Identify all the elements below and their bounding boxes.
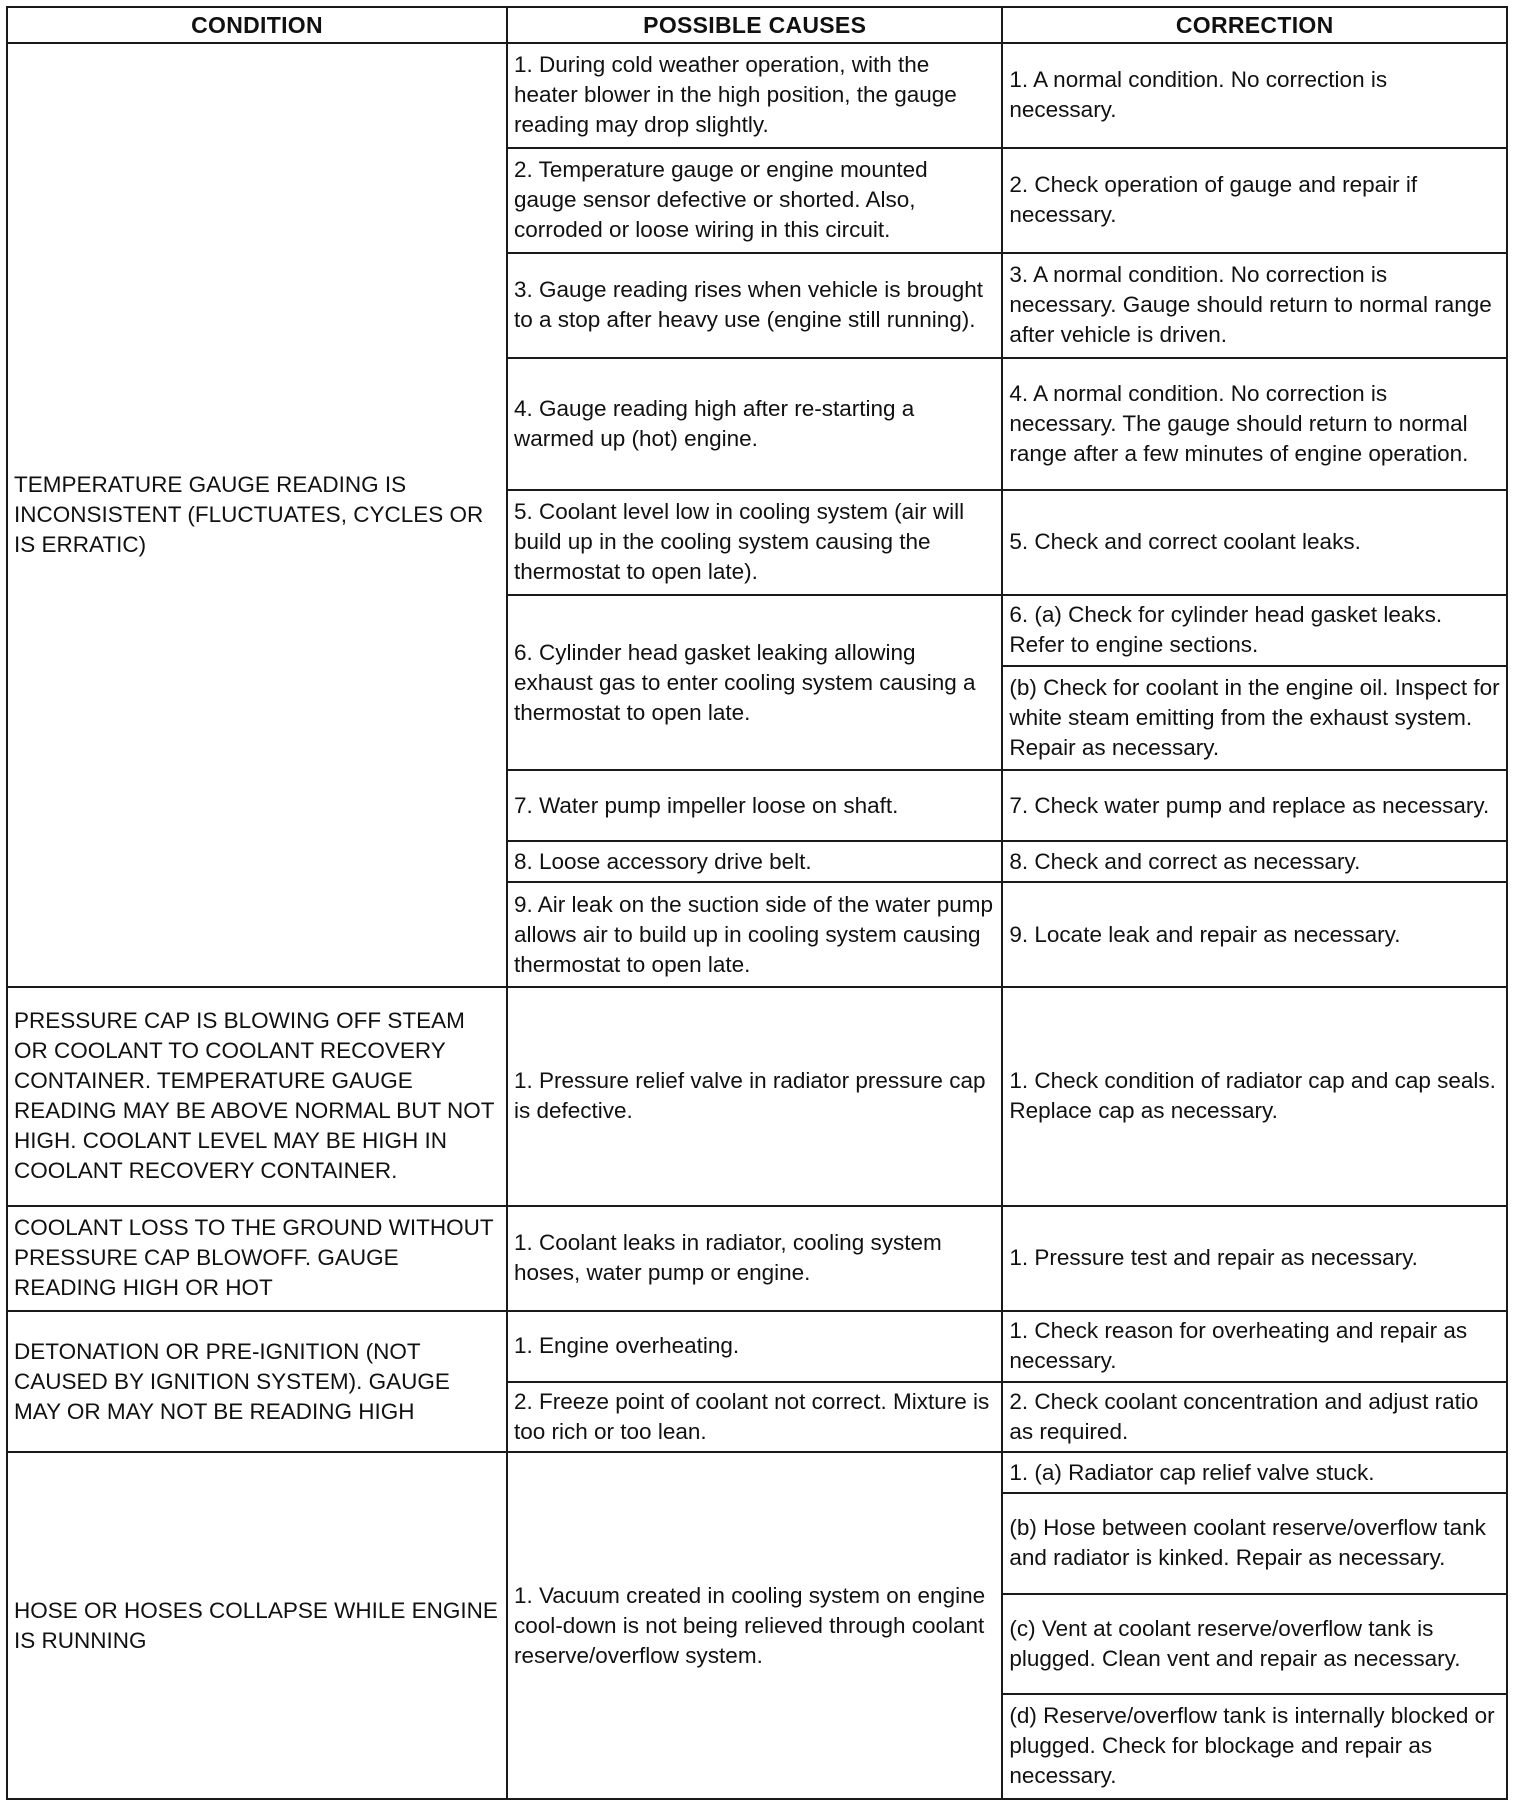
correction-cell: 1. A normal condition. No correction is necessary. (1002, 43, 1507, 148)
cause-cell: 1. Pressure relief valve in radiator pressure cap is defective. (507, 987, 1002, 1206)
header-causes: POSSIBLE CAUSES (507, 7, 1002, 43)
correction-cell: 2. Check coolant concentration and adjust ratio as required. (1002, 1382, 1507, 1453)
cause-cell: 3. Gauge reading rises when vehicle is brought to a stop after heavy use (engine still running). (507, 253, 1002, 358)
cause-cell: 7. Water pump impeller loose on shaft. (507, 770, 1002, 841)
cause-cell: 1. Coolant leaks in radiator, cooling system hoses, water pump or engine. (507, 1206, 1002, 1311)
condition-cell: HOSE OR HOSES COLLAPSE WHILE ENGINE IS RUNNING (7, 1452, 507, 1799)
correction-cell: 1. Pressure test and repair as necessary. (1002, 1206, 1507, 1311)
condition-cell: PRESSURE CAP IS BLOWING OFF STEAM OR COOLANT TO COOLANT RECOVERY CONTAINER. TEMPERATURE GAUGE READING MAY BE ABOVE NORMAL BUT NOT HIGH. COOLANT LEVEL MAY BE HIGH IN COOLANT RECOVERY CONTAINER. (7, 987, 507, 1206)
table-row (7, 1452, 1507, 1493)
header-row (7, 7, 1507, 43)
table-row (7, 987, 1507, 1206)
cause-cell: 1. Vacuum created in cooling system on engine cool-down is not being relieved through coolant reserve/overflow system. (507, 1452, 1002, 1799)
table-row (7, 1311, 1507, 1382)
cause-cell: 9. Air leak on the suction side of the water pump allows air to build up in cooling system causing thermostat to open late. (507, 882, 1002, 987)
correction-cell: 2. Check operation of gauge and repair if necessary. (1002, 148, 1507, 253)
cause-cell: 1. Engine overheating. (507, 1311, 1002, 1382)
cause-cell: 4. Gauge reading high after re-starting a warmed up (hot) engine. (507, 358, 1002, 490)
header-correction: CORRECTION (1002, 7, 1507, 43)
correction-cell: (b) Hose between coolant reserve/overflow tank and radiator is kinked. Repair as necessary. (1002, 1493, 1507, 1593)
correction-cell: 7. Check water pump and replace as necessary. (1002, 770, 1507, 841)
cause-cell: 1. During cold weather operation, with the heater blower in the high position, the gauge reading may drop slightly. (507, 43, 1002, 148)
diagnosis-table (6, 6, 1508, 1800)
cause-cell: 2. Temperature gauge or engine mounted gauge sensor defective or shorted. Also, corroded or loose wiring in this circuit. (507, 148, 1002, 253)
header-condition: CONDITION (7, 7, 507, 43)
cause-cell: 5. Coolant level low in cooling system (air will build up in the cooling system causing the thermostat to open late). (507, 490, 1002, 595)
correction-cell: 5. Check and correct coolant leaks. (1002, 490, 1507, 595)
correction-cell: (d) Reserve/overflow tank is internally blocked or plugged. Check for blockage and repair as necessary. (1002, 1694, 1507, 1799)
cause-cell: 2. Freeze point of coolant not correct. Mixture is too rich or too lean. (507, 1382, 1002, 1453)
condition-cell: COOLANT LOSS TO THE GROUND WITHOUT PRESSURE CAP BLOWOFF. GAUGE READING HIGH OR HOT (7, 1206, 507, 1311)
cause-cell: 8. Loose accessory drive belt. (507, 841, 1002, 882)
table-row (7, 43, 1507, 148)
correction-cell: (b) Check for coolant in the engine oil. Inspect for white steam emitting from the exhaust system. Repair as necessary. (1002, 666, 1507, 771)
correction-cell: 6. (a) Check for cylinder head gasket leaks. Refer to engine sections. (1002, 595, 1507, 666)
table-row (7, 1206, 1507, 1311)
correction-cell: 8. Check and correct as necessary. (1002, 841, 1507, 882)
correction-cell: 4. A normal condition. No correction is necessary. The gauge should return to normal range after a few minutes of engine operation. (1002, 358, 1507, 490)
correction-cell: 1. Check condition of radiator cap and cap seals. Replace cap as necessary. (1002, 987, 1507, 1206)
correction-cell: 1. (a) Radiator cap relief valve stuck. (1002, 1452, 1507, 1493)
correction-cell: 9. Locate leak and repair as necessary. (1002, 882, 1507, 987)
correction-cell: 1. Check reason for overheating and repair as necessary. (1002, 1311, 1507, 1382)
cause-cell: 6. Cylinder head gasket leaking allowing exhaust gas to enter cooling system causing a thermostat to open late. (507, 595, 1002, 771)
correction-cell: (c) Vent at coolant reserve/overflow tank is plugged. Clean vent and repair as necessary. (1002, 1594, 1507, 1694)
condition-cell: DETONATION OR PRE-IGNITION (NOT CAUSED BY IGNITION SYSTEM). GAUGE MAY OR MAY NOT BE READING HIGH (7, 1311, 507, 1452)
correction-cell: 3. A normal condition. No correction is necessary. Gauge should return to normal range after vehicle is driven. (1002, 253, 1507, 358)
condition-cell: TEMPERATURE GAUGE READING IS INCONSISTENT (FLUCTUATES, CYCLES OR IS ERRATIC) (7, 43, 507, 987)
